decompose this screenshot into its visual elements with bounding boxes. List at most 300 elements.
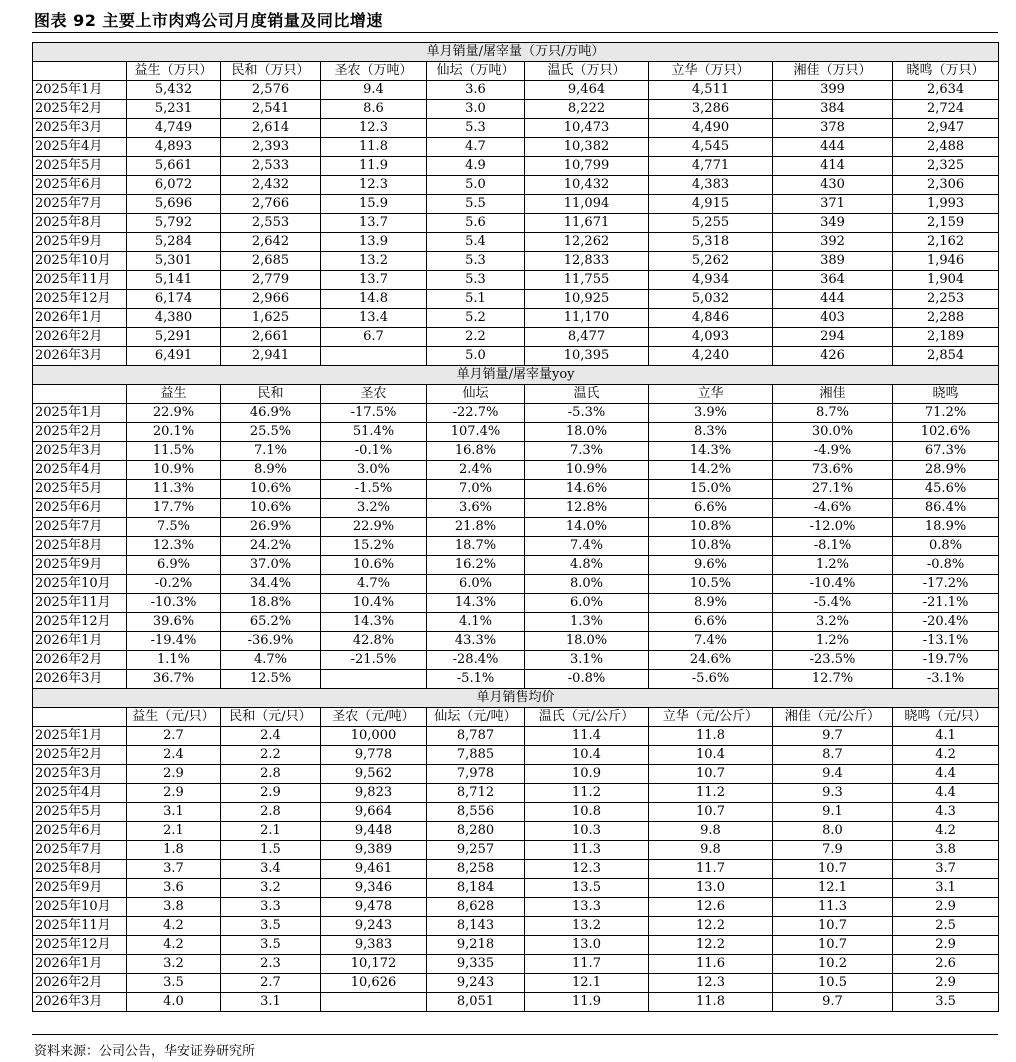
table-row: [33, 138, 999, 157]
table-cell: -17.2%: [893, 575, 999, 594]
table-cell: 11.7: [649, 860, 773, 879]
table-cell: 9,562: [321, 765, 427, 784]
table-cell: 3.8: [127, 898, 221, 917]
table-cell: 16.8%: [427, 442, 525, 461]
column-header: 立华（万只）: [649, 62, 773, 81]
column-header: 仙坛: [427, 385, 525, 404]
table-cell: 12.1: [525, 974, 649, 993]
table-cell: 8,280: [427, 822, 525, 841]
table-cell: 30.0%: [773, 423, 893, 442]
row-label: 2025年5月: [33, 480, 127, 499]
row-label: 2025年7月: [33, 195, 127, 214]
table-cell: 5,262: [649, 252, 773, 271]
table-cell: 8.9%: [649, 594, 773, 613]
table-cell: 2,541: [221, 100, 321, 119]
table-cell: 9,243: [321, 917, 427, 936]
table-cell: 12.3: [649, 974, 773, 993]
column-header: 湘佳: [773, 385, 893, 404]
table-row: [33, 423, 999, 442]
table-cell: 2,724: [893, 100, 999, 119]
table-cell: 11.9: [525, 993, 649, 1012]
table-cell: 21.8%: [427, 518, 525, 537]
table-cell: 14.0%: [525, 518, 649, 537]
table-cell: 364: [773, 271, 893, 290]
table-cell: 403: [773, 309, 893, 328]
table-cell: 3.0: [427, 100, 525, 119]
table-cell: 24.6%: [649, 651, 773, 670]
table-cell: 11.3: [773, 898, 893, 917]
table-cell: 1.1%: [127, 651, 221, 670]
table-cell: -10.3%: [127, 594, 221, 613]
row-label: 2025年3月: [33, 765, 127, 784]
table-row: [33, 727, 999, 746]
table-cell: 2.9: [893, 898, 999, 917]
row-label: 2025年5月: [33, 157, 127, 176]
table-cell: 8,477: [525, 328, 649, 347]
table-cell: 4,240: [649, 347, 773, 366]
table-cell: 9.6%: [649, 556, 773, 575]
table-cell: 4.3: [893, 803, 999, 822]
table-cell: 2,966: [221, 290, 321, 309]
table-cell: -28.4%: [427, 651, 525, 670]
table-cell: 7.9: [773, 841, 893, 860]
table-cell: 8,184: [427, 879, 525, 898]
table-cell: 10.6%: [221, 480, 321, 499]
table-cell: 9.7: [773, 727, 893, 746]
table-row: [33, 841, 999, 860]
table-cell: -12.0%: [773, 518, 893, 537]
table-cell: 5,661: [127, 157, 221, 176]
table-cell: 15.2%: [321, 537, 427, 556]
table-cell: -19.7%: [893, 651, 999, 670]
table-cell: 4,893: [127, 138, 221, 157]
table-cell: 2,779: [221, 271, 321, 290]
table-cell: 10.9%: [127, 461, 221, 480]
table-row: [33, 81, 999, 100]
table-cell: 10.4: [525, 746, 649, 765]
table-cell: 13.7: [321, 214, 427, 233]
table-cell: 13.7: [321, 271, 427, 290]
table-cell: 13.3: [525, 898, 649, 917]
table-cell: 5,792: [127, 214, 221, 233]
table-cell: 4.2: [893, 822, 999, 841]
table-cell: 27.1%: [773, 480, 893, 499]
table-cell: 10,395: [525, 347, 649, 366]
table-row: [33, 518, 999, 537]
table-cell: 1,993: [893, 195, 999, 214]
table-cell: 2.6: [893, 955, 999, 974]
table-cell: 4.4: [893, 765, 999, 784]
table-cell: 7.1%: [221, 442, 321, 461]
row-label: 2025年11月: [33, 594, 127, 613]
table-cell: -1.5%: [321, 480, 427, 499]
row-label: 2025年11月: [33, 917, 127, 936]
row-label: 2025年4月: [33, 461, 127, 480]
table-cell: 2,253: [893, 290, 999, 309]
table-row: [33, 651, 999, 670]
column-header: 晓鸣: [893, 385, 999, 404]
table-cell: 7.4%: [525, 537, 649, 556]
table-cell: 9,461: [321, 860, 427, 879]
table-cell: 18.8%: [221, 594, 321, 613]
column-header-row: [33, 385, 999, 404]
table-cell: 10.7: [773, 936, 893, 955]
table-cell: 9.7: [773, 993, 893, 1012]
table-cell: 9,664: [321, 803, 427, 822]
column-header-row: [33, 62, 999, 81]
table-cell: 2.9: [221, 784, 321, 803]
bottom-rule: [32, 1034, 998, 1035]
table-cell: 3.2%: [321, 499, 427, 518]
table-cell: 3.7: [893, 860, 999, 879]
table-row: [33, 309, 999, 328]
table-cell: 5.5: [427, 195, 525, 214]
row-label: 2026年2月: [33, 651, 127, 670]
table-row: [33, 214, 999, 233]
table-cell: 3.2: [127, 955, 221, 974]
table-cell: 2,614: [221, 119, 321, 138]
table-cell: 2.7: [127, 727, 221, 746]
table-cell: 5,141: [127, 271, 221, 290]
table-cell: 4,749: [127, 119, 221, 138]
row-label: 2025年12月: [33, 613, 127, 632]
table-cell: 5,255: [649, 214, 773, 233]
table-cell: 11.7: [525, 955, 649, 974]
table-cell: 24.2%: [221, 537, 321, 556]
table-row: [33, 784, 999, 803]
table-cell: 6,072: [127, 176, 221, 195]
table-cell: 3.6: [427, 81, 525, 100]
row-label: 2025年8月: [33, 537, 127, 556]
table-cell: 9,389: [321, 841, 427, 860]
table-cell: 9.8: [649, 822, 773, 841]
table-cell: 4,511: [649, 81, 773, 100]
row-label: 2025年6月: [33, 822, 127, 841]
table-cell: 9,257: [427, 841, 525, 860]
table-cell: -0.8%: [525, 670, 649, 689]
table-cell: 2.4%: [427, 461, 525, 480]
table-cell: 86.4%: [893, 499, 999, 518]
table-cell: -3.1%: [893, 670, 999, 689]
table-cell: 26.9%: [221, 518, 321, 537]
table-cell: 2,189: [893, 328, 999, 347]
table-cell: 9.3: [773, 784, 893, 803]
table-cell: 3.6%: [427, 499, 525, 518]
table-cell: 13.0: [649, 879, 773, 898]
table-cell: 4.0: [127, 993, 221, 1012]
table-cell: [321, 993, 427, 1012]
table-cell: 2,488: [893, 138, 999, 157]
row-label: 2026年3月: [33, 993, 127, 1012]
table-cell: 2.9: [893, 974, 999, 993]
table-cell: 5,284: [127, 233, 221, 252]
column-header: 晓鸣（元/只）: [893, 708, 999, 727]
table-cell: 7,978: [427, 765, 525, 784]
data-table: [32, 42, 999, 1012]
section-title: 单月销售均价: [33, 689, 999, 708]
table-cell: 3.9%: [649, 404, 773, 423]
table-cell: 11,094: [525, 195, 649, 214]
table-cell: 414: [773, 157, 893, 176]
table-cell: 10.7: [773, 860, 893, 879]
table-cell: 11.2: [525, 784, 649, 803]
column-header: 温氏: [525, 385, 649, 404]
table-cell: 8,222: [525, 100, 649, 119]
table-cell: 12,833: [525, 252, 649, 271]
table-cell: 1,946: [893, 252, 999, 271]
table-cell: 4,490: [649, 119, 773, 138]
table-row: [33, 252, 999, 271]
table-row: [33, 100, 999, 119]
header-blank: [33, 62, 127, 81]
row-label: 2025年5月: [33, 803, 127, 822]
table-cell: 7.5%: [127, 518, 221, 537]
table-cell: 45.6%: [893, 480, 999, 499]
column-header: 立华（元/公斤）: [649, 708, 773, 727]
table-cell: 6.6%: [649, 499, 773, 518]
table-cell: 18.7%: [427, 537, 525, 556]
table-row: [33, 898, 999, 917]
table-row: [33, 176, 999, 195]
table-cell: 4,934: [649, 271, 773, 290]
table-cell: 12.2: [649, 917, 773, 936]
table-cell: 2,576: [221, 81, 321, 100]
table-row: [33, 461, 999, 480]
table-cell: 11,755: [525, 271, 649, 290]
table-cell: -5.1%: [427, 670, 525, 689]
table-row: [33, 955, 999, 974]
column-header: 益生（元/只）: [127, 708, 221, 727]
row-label: 2025年4月: [33, 138, 127, 157]
table-cell: 3.2: [221, 879, 321, 898]
table-cell: 5.4: [427, 233, 525, 252]
table-cell: 102.6%: [893, 423, 999, 442]
table-cell: 3.1: [127, 803, 221, 822]
table-cell: 11.8: [649, 727, 773, 746]
table-row: [33, 537, 999, 556]
section-title-row: [33, 366, 999, 385]
table-cell: 3.4: [221, 860, 321, 879]
table-cell: 12.3: [321, 119, 427, 138]
table-cell: 9,383: [321, 936, 427, 955]
table-cell: 5,318: [649, 233, 773, 252]
table-cell: 37.0%: [221, 556, 321, 575]
row-label: 2025年9月: [33, 879, 127, 898]
table-cell: 5,432: [127, 81, 221, 100]
table-cell: 67.3%: [893, 442, 999, 461]
top-rule: [32, 32, 998, 33]
table-cell: 14.6%: [525, 480, 649, 499]
table-cell: 1.5: [221, 841, 321, 860]
table-cell: 8.7: [773, 746, 893, 765]
table-cell: 389: [773, 252, 893, 271]
table-cell: 8.9%: [221, 461, 321, 480]
table-cell: 11.9: [321, 157, 427, 176]
row-label: 2026年2月: [33, 328, 127, 347]
row-label: 2025年11月: [33, 271, 127, 290]
table-cell: 4.2: [893, 746, 999, 765]
table-row: [33, 556, 999, 575]
table-row: [33, 157, 999, 176]
table-cell: 392: [773, 233, 893, 252]
table-cell: -5.4%: [773, 594, 893, 613]
table-cell: 10,925: [525, 290, 649, 309]
table-cell: 10.4: [649, 746, 773, 765]
table-cell: 3.3: [221, 898, 321, 917]
table-cell: 9.8: [649, 841, 773, 860]
table-row: [33, 328, 999, 347]
table-cell: 8,556: [427, 803, 525, 822]
table-cell: 13.0: [525, 936, 649, 955]
table-cell: 2,661: [221, 328, 321, 347]
table-cell: 2,642: [221, 233, 321, 252]
table-cell: 2,533: [221, 157, 321, 176]
row-label: 2026年1月: [33, 955, 127, 974]
table-cell: 10.8: [525, 803, 649, 822]
table-cell: 2,553: [221, 214, 321, 233]
table-cell: 5.1: [427, 290, 525, 309]
table-cell: 2,634: [893, 81, 999, 100]
table-cell: 12,262: [525, 233, 649, 252]
table-cell: 2.9: [893, 936, 999, 955]
row-label: 2025年6月: [33, 176, 127, 195]
table-cell: 2.3: [221, 955, 321, 974]
table-cell: 10.7: [649, 803, 773, 822]
table-cell: 4.1: [893, 727, 999, 746]
table-row: [33, 746, 999, 765]
section-title-row: [33, 43, 999, 62]
table-cell: 10,382: [525, 138, 649, 157]
table-cell: 2.8: [221, 765, 321, 784]
column-header: 圣农（元/吨）: [321, 708, 427, 727]
table-cell: 5.3: [427, 271, 525, 290]
table-cell: 3.8: [893, 841, 999, 860]
table-cell: 3.6: [127, 879, 221, 898]
table-cell: 1,625: [221, 309, 321, 328]
table-cell: 3.7: [127, 860, 221, 879]
table-cell: 430: [773, 176, 893, 195]
table-cell: 20.1%: [127, 423, 221, 442]
table-cell: 2,941: [221, 347, 321, 366]
table-row: [33, 632, 999, 651]
table-cell: 3.5: [127, 974, 221, 993]
table-cell: 22.9%: [321, 518, 427, 537]
section-title-row: [33, 689, 999, 708]
table-cell: 8,628: [427, 898, 525, 917]
table-cell: 46.9%: [221, 404, 321, 423]
table-cell: 10,432: [525, 176, 649, 195]
table-cell: 3.5: [893, 993, 999, 1012]
table-cell: 12.3%: [127, 537, 221, 556]
table-cell: 9.1: [773, 803, 893, 822]
table-cell: 4.2: [127, 936, 221, 955]
table-cell: 11.2: [649, 784, 773, 803]
table-cell: -36.9%: [221, 632, 321, 651]
table-row: [33, 195, 999, 214]
table-cell: 4.7%: [221, 651, 321, 670]
table-row: [33, 822, 999, 841]
table-cell: 349: [773, 214, 893, 233]
table-cell: 444: [773, 138, 893, 157]
table-cell: 10.8%: [649, 537, 773, 556]
table-cell: 17.7%: [127, 499, 221, 518]
table-cell: 4.2: [127, 917, 221, 936]
table-cell: 2.4: [221, 727, 321, 746]
table-row: [33, 499, 999, 518]
column-header-row: [33, 708, 999, 727]
table-cell: 384: [773, 100, 893, 119]
row-label: 2025年10月: [33, 252, 127, 271]
table-cell: 43.3%: [427, 632, 525, 651]
table-cell: 444: [773, 290, 893, 309]
table-cell: -5.6%: [649, 670, 773, 689]
table-cell: 2.2: [221, 746, 321, 765]
table-cell: 5,231: [127, 100, 221, 119]
section-title: 单月销量/屠宰量（万只/万吨）: [33, 43, 999, 62]
table-cell: -21.5%: [321, 651, 427, 670]
table-cell: 4.1%: [427, 613, 525, 632]
table-cell: 8,051: [427, 993, 525, 1012]
table-cell: 25.5%: [221, 423, 321, 442]
table-row: [33, 974, 999, 993]
table-cell: 107.4%: [427, 423, 525, 442]
row-label: 2025年7月: [33, 518, 127, 537]
table-cell: 9.4: [321, 81, 427, 100]
table-cell: 11.6: [649, 955, 773, 974]
table-cell: 2.9: [127, 784, 221, 803]
table-cell: 11.5%: [127, 442, 221, 461]
table-cell: 5.0: [427, 176, 525, 195]
table-cell: 12.3: [321, 176, 427, 195]
table-cell: 2.9: [127, 765, 221, 784]
table-cell: 10,473: [525, 119, 649, 138]
table-row: [33, 575, 999, 594]
table-row: [33, 442, 999, 461]
table-cell: 10,626: [321, 974, 427, 993]
table-cell: -17.5%: [321, 404, 427, 423]
table-cell: 5,301: [127, 252, 221, 271]
table-cell: 8.6: [321, 100, 427, 119]
table-cell: 1.8: [127, 841, 221, 860]
table-cell: 2.5: [893, 917, 999, 936]
table-cell: 10.4%: [321, 594, 427, 613]
table-cell: 2,393: [221, 138, 321, 157]
table-row: [33, 670, 999, 689]
table-cell: 28.9%: [893, 461, 999, 480]
table-cell: 9,335: [427, 955, 525, 974]
table-row: [33, 404, 999, 423]
table-cell: 9.4: [773, 765, 893, 784]
table-cell: 10,172: [321, 955, 427, 974]
table-row: [33, 879, 999, 898]
table-cell: 3.0%: [321, 461, 427, 480]
table-cell: 6.6%: [649, 613, 773, 632]
row-label: 2025年9月: [33, 233, 127, 252]
table-row: [33, 271, 999, 290]
table-cell: 426: [773, 347, 893, 366]
table-cell: 9,478: [321, 898, 427, 917]
row-label: 2026年1月: [33, 632, 127, 651]
row-label: 2025年2月: [33, 100, 127, 119]
row-label: 2026年1月: [33, 309, 127, 328]
table-cell: 8.3%: [649, 423, 773, 442]
row-label: 2025年3月: [33, 442, 127, 461]
column-header: 仙坛（万吨）: [427, 62, 525, 81]
table-cell: 4,545: [649, 138, 773, 157]
table-row: [33, 594, 999, 613]
table-cell: 10,000: [321, 727, 427, 746]
table-cell: 10.6%: [221, 499, 321, 518]
